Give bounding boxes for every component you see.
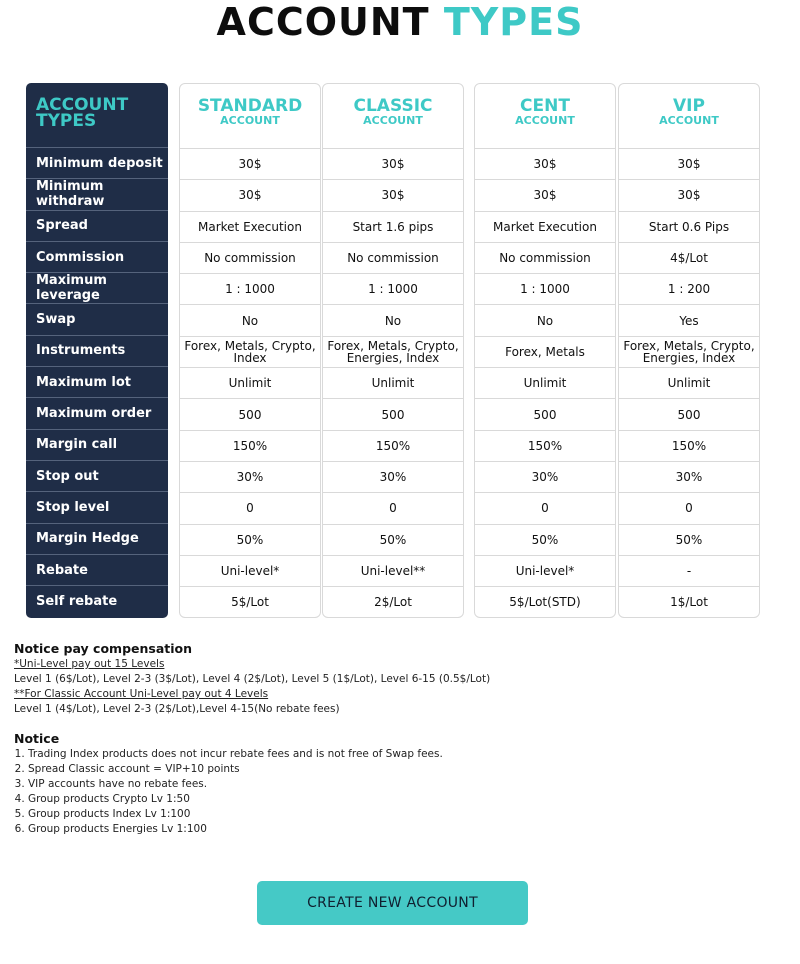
table-cell: Forex, Metals — [475, 336, 615, 367]
table-cell: Uni-level** — [323, 555, 463, 586]
table-cell: 50% — [180, 524, 320, 555]
label-header-line1: ACCOUNT — [36, 95, 129, 115]
table-cell: Forex, Metals, Crypto, Energies, Index — [619, 336, 759, 367]
table-cell: No — [323, 304, 463, 335]
notice-heading: Notice — [14, 731, 60, 746]
table-cell: 50% — [323, 524, 463, 555]
account-subtitle: ACCOUNT — [515, 114, 575, 127]
table-cell: No commission — [323, 242, 463, 273]
table-cell: 30$ — [323, 148, 463, 179]
table-cell: 150% — [180, 430, 320, 461]
page-title-accent: TYPES — [443, 0, 584, 44]
table-cell: 1 : 1000 — [180, 273, 320, 304]
table-cell: 1 : 200 — [619, 273, 759, 304]
notice-item: 5. Group products Index Lv 1:100 — [28, 807, 774, 822]
notice-item: 4. Group products Crypto Lv 1:50 — [28, 792, 774, 807]
table-cell: Start 0.6 Pips — [619, 211, 759, 242]
table-cell: No — [180, 304, 320, 335]
account-subtitle: ACCOUNT — [659, 114, 719, 127]
table-cell: 2$/Lot — [323, 586, 463, 617]
account-header — [180, 84, 320, 148]
table-cell: 50% — [475, 524, 615, 555]
table-cell: 0 — [475, 492, 615, 523]
account-column-classic — [322, 83, 464, 618]
table-cell: 30% — [619, 461, 759, 492]
row-label: Maximum leverage — [26, 272, 168, 303]
table-cell: Uni-level* — [475, 555, 615, 586]
table-cell: 0 — [180, 492, 320, 523]
account-header — [619, 84, 759, 148]
table-cell: Start 1.6 pips — [323, 211, 463, 242]
row-label: Minimum deposit — [26, 147, 168, 178]
table-cell: 30% — [475, 461, 615, 492]
table-cell: Yes — [619, 304, 759, 335]
table-cell: 150% — [475, 430, 615, 461]
table-cell: 150% — [619, 430, 759, 461]
table-cell: 500 — [619, 398, 759, 429]
account-subtitle: ACCOUNT — [363, 114, 423, 127]
classic-uni-level-title: **For Classic Account Uni-Level pay out 4 Levels — [14, 688, 269, 700]
table-cell: 30$ — [180, 148, 320, 179]
table-cell: 30$ — [180, 179, 320, 210]
table-cell: 30$ — [619, 179, 759, 210]
label-header-line2: TYPES — [36, 111, 97, 131]
row-label: Stop out — [26, 460, 168, 491]
table-cell: Forex, Metals, Crypto, Energies, Index — [323, 336, 463, 367]
page-title — [0, 0, 800, 44]
create-new-account-button[interactable]: CREATE NEW ACCOUNT — [257, 881, 528, 925]
account-column-cent — [474, 83, 616, 618]
table-cell: Uni-level* — [180, 555, 320, 586]
account-header — [475, 84, 615, 148]
table-cell: - — [619, 555, 759, 586]
row-label: Minimum withdraw — [26, 178, 168, 209]
label-column-header — [26, 83, 168, 147]
table-cell: 4$/Lot — [619, 242, 759, 273]
table-cell: Unlimit — [323, 367, 463, 398]
uni-level-detail: Level 1 (6$/Lot), Level 2-3 (3$/Lot), Level 4 (2$/Lot), Level 5 (1$/Lot), Level 6-15 (0.5$/Lot) — [14, 673, 491, 685]
classic-uni-level-detail: Level 1 (4$/Lot), Level 2-3 (2$/Lot),Level 4-15(No rebate fees) — [14, 703, 340, 715]
table-cell: Unlimit — [475, 367, 615, 398]
notice-item: 6. Group products Energies Lv 1:100 — [28, 822, 774, 837]
account-column-standard — [179, 83, 321, 618]
account-name: CENT — [520, 96, 570, 116]
row-label: Rebate — [26, 554, 168, 585]
table-cell: 30% — [180, 461, 320, 492]
table-cell: 0 — [619, 492, 759, 523]
table-cell: 30% — [323, 461, 463, 492]
account-name: STANDARD — [197, 96, 303, 116]
row-label: Margin call — [26, 429, 168, 460]
account-comparison-table — [0, 83, 800, 619]
table-cell: 0 — [323, 492, 463, 523]
table-cell: 5$/Lot(STD) — [475, 586, 615, 617]
table-cell: 1 : 1000 — [475, 273, 615, 304]
row-label: Spread — [26, 210, 168, 241]
account-name: VIP — [673, 96, 705, 116]
table-cell: 150% — [323, 430, 463, 461]
table-cell: 50% — [619, 524, 759, 555]
row-label: Maximum order — [26, 397, 168, 428]
table-cell: No commission — [475, 242, 615, 273]
notice-list — [14, 747, 774, 837]
table-cell: Market Execution — [180, 211, 320, 242]
notice-item: 3. VIP accounts have no rebate fees. — [28, 777, 774, 792]
table-cell: 1$/Lot — [619, 586, 759, 617]
table-cell: No commission — [180, 242, 320, 273]
notice-item: 1. Trading Index products does not incur rebate fees and is not free of Swap fees. — [28, 747, 774, 762]
row-label: Commission — [26, 241, 168, 272]
row-label: Self rebate — [26, 585, 168, 616]
row-label: Margin Hedge — [26, 523, 168, 554]
table-cell: Market Execution — [475, 211, 615, 242]
table-cell: Unlimit — [619, 367, 759, 398]
table-cell: 30$ — [619, 148, 759, 179]
row-label: Instruments — [26, 335, 168, 366]
table-cell: Unlimit — [180, 367, 320, 398]
notice-item: 2. Spread Classic account = VIP+10 points — [28, 762, 774, 777]
compensation-heading: Notice pay compensation — [14, 641, 193, 656]
account-name: CLASSIC — [353, 96, 433, 116]
notes-section — [14, 641, 774, 837]
row-label: Stop level — [26, 491, 168, 522]
table-cell: 5$/Lot — [180, 586, 320, 617]
account-header — [323, 84, 463, 148]
row-label: Swap — [26, 303, 168, 334]
account-subtitle: ACCOUNT — [220, 114, 280, 127]
row-label-column — [26, 83, 168, 618]
row-label: Maximum lot — [26, 366, 168, 397]
table-cell: 500 — [475, 398, 615, 429]
account-column-vip — [618, 83, 760, 618]
table-cell: 30$ — [475, 148, 615, 179]
table-cell: Forex, Metals, Crypto, Index — [180, 336, 320, 367]
page-title-main: ACCOUNT — [216, 0, 430, 44]
table-cell: 30$ — [475, 179, 615, 210]
table-cell: 500 — [180, 398, 320, 429]
table-cell: 500 — [323, 398, 463, 429]
uni-level-title: *Uni-Level pay out 15 Levels — [14, 658, 165, 670]
table-cell: 1 : 1000 — [323, 273, 463, 304]
table-cell: 30$ — [323, 179, 463, 210]
table-cell: No — [475, 304, 615, 335]
